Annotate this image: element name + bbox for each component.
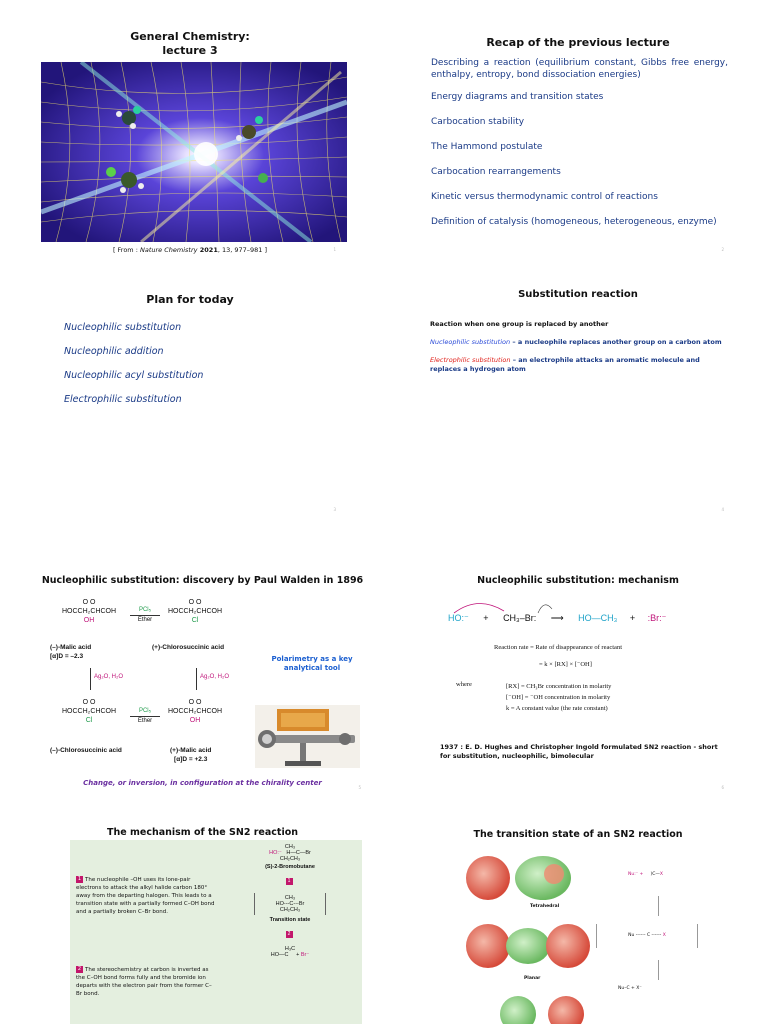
hughes-ingold-note: 1937 : E. D. Hughes and Christopher Ingold formulated SN2 reaction - short for substitution, nucleophilic, bimolecular	[440, 743, 718, 760]
sn2-mechanism-title: The mechanism of the SN2 reaction	[106, 827, 298, 838]
slide-mechanism: Nucleophilic substitution: mechanism HO:⁻ + CH₃–Br: ⟶ HO—CH₃ + :Br:⁻ Reaction rate = Rate of disappearance of reactant = k × [RX] × [⁻OH] where [RX] = CH₃Br concentration in molarity [⁻OH] = ⁻OH concentration in molarity k = A constant value (the rate constant) 1937 : E. D. Hughes and Christopher Ingold formulated SN2 reaction - short for substitution, nucleophilic, bimolecular 6	[418, 565, 738, 800]
label-tetrahedral: Tetrahedral	[530, 904, 560, 909]
page-number: 4	[721, 507, 724, 512]
ts-arrow-1	[658, 896, 659, 916]
ts-scheme-top: Nu:⁻ + ⟩C—X	[628, 872, 663, 877]
cover-image	[41, 62, 347, 242]
image-citation: [ From : Nature Chemistry 2021, 13, 977–981 ]	[112, 246, 268, 254]
slide-plan	[30, 282, 350, 522]
polarimetry-caption: Polarimetry as a key analytical tool	[271, 655, 353, 672]
plan-item: Nucleophilic addition	[64, 346, 164, 357]
reaction-arrow-bottom: PCl₅ Ether	[130, 707, 160, 726]
ts-scheme-middle: Nu ------ C ------ X	[596, 924, 698, 948]
slide-substitution	[418, 282, 738, 522]
mechanism-scheme: CH₃ HO:⁻ H—C—Br CH₂CH₃ (S)-2-Bromobutane 1 CH₃ HO---C---Br CH₂CH₃ Transition state 2 H₃C HO—C + Br⁻	[225, 844, 355, 958]
label-plus-malic: (+)-Malic acid [α]D = +2.3	[170, 747, 212, 763]
page-number: 5	[358, 785, 361, 790]
recap-list	[431, 57, 728, 228]
recap-item: Kinetic versus thermodynamic control of reactions	[431, 192, 658, 202]
mechanism-title: Nucleophilic substitution: mechanism	[477, 575, 679, 586]
rate-law: Reaction rate = Rate of disappearance of reactant = k × [RX] × [⁻OH]	[494, 644, 623, 668]
mechanism-panel	[70, 840, 362, 1024]
recap-item: Energy diagrams and transition states	[431, 92, 604, 102]
plan-title: Plan for today	[146, 293, 234, 306]
electrostatic-maps	[458, 850, 598, 1024]
recap-title: Recap of the previous lecture	[486, 36, 670, 49]
rate-definitions: [RX] = CH₃Br concentration in molarity [⁻OH] = ⁻OH concentration in molarity k = A constant value (the rate constant)	[506, 683, 612, 712]
electron-push-arrows	[448, 595, 568, 617]
ts-scheme-bottom: Nu–C + X⁻	[618, 986, 642, 991]
step-1: 1 The nucleophile –OH uses its lone-pair electrons to attack the alkyl halide carbon 180° away from the departing halogen. This leads to a transition state with a partially formed C–OH bond and a partially broken C–Br bond.	[76, 876, 215, 915]
step-2: 2 The stereochemistry at carbon is inverted as the C–OH bond forms fully and the bromide ion departs with the electron pair from the former C–Br bond.	[76, 966, 212, 997]
polarimeter-image	[255, 705, 360, 768]
substitution-body: Reaction when one group is replaced by another Nucleophilic substitution – a nucleophile replaces another group on a carbon atom Electrophilic substitution – an electrophile attacks an aromatic molecule and replaces a hydrogen atom	[430, 320, 728, 374]
plan-list	[64, 322, 203, 405]
slide-recap	[418, 22, 738, 262]
minus-malic-acid: O O HOCCH₂CHCOH OH	[62, 599, 117, 624]
label-minus-malic: (–)-Malic acid [α]D = –2.3	[50, 644, 92, 660]
plan-item: Nucleophilic substitution	[64, 322, 182, 333]
transition-state-title: The transition state of an SN2 reaction	[473, 829, 683, 840]
slide-sn2-mechanism	[30, 820, 375, 1024]
page-number: 2	[721, 247, 724, 252]
slide-transition-state	[418, 820, 738, 1024]
label-planar: Planar	[524, 976, 541, 981]
recap-item: Carbocation stability	[431, 117, 525, 127]
plus-malic-acid: O O HOCCH₂CHCOH OH	[168, 699, 223, 724]
page-number: 6	[721, 785, 724, 790]
page-number: 1	[333, 247, 336, 252]
electrophilic-definition: Electrophilic substitution – an electrophile attacks an aromatic molecule and replaces a hydrogen atom	[430, 356, 700, 373]
slide-lecture-title	[30, 22, 350, 262]
nucleophilic-definition: Nucleophilic substitution – a nucleophile replaces another group on a carbon atom	[430, 338, 722, 346]
minus-chlorosuccinic-acid: O O HOCCH₂CHCOH Cl	[62, 699, 117, 724]
walden-title: Nucleophilic substitution: discovery by Paul Walden in 1896	[41, 575, 364, 586]
label-plus-chloro: (+)-Chlorosuccinic acid	[152, 644, 225, 651]
substitution-title: Substitution reaction	[518, 289, 638, 300]
recap-item: Carbocation rearrangements	[431, 167, 561, 177]
arrow-up-left	[90, 668, 91, 690]
plan-item: Electrophilic substitution	[64, 394, 182, 405]
page-number: 3	[333, 507, 336, 512]
recap-item: Definition of catalysis (homogeneous, heterogeneous, enzyme)	[431, 217, 717, 227]
recap-item: The Hammond postulate	[431, 142, 543, 152]
recap-item: Describing a reaction (equilibrium constant, Gibbs free energy, enthalpy, entropy, bond dissociation energies)	[431, 58, 728, 80]
reaction-equation: HO:⁻ + CH₃–Br: ⟶ HO—CH₃ + :Br:⁻	[448, 613, 667, 623]
plus-chlorosuccinic-acid: O O HOCCH₂CHCOH Cl	[168, 599, 223, 624]
lecture-title: General Chemistry: lecture 3	[130, 30, 250, 57]
reaction-arrow-top: PCl₅ Ether	[130, 606, 160, 625]
ts-arrow-2	[658, 960, 659, 980]
slide-walden: Nucleophilic substitution: discovery by Paul Walden in 1896 O O HOCCH₂CHCOH OH PCl₅ Ether O O HOCCH₂CHCOH Cl (–)-Malic acid [α]D = –2.3 (+)-Chlorosuccinic acid Ag₂O, H₂O Ag₂O, H₂O O O HOCCH₂CHCOH Cl PCl₅ Ether O O HOCCH₂CHCOH OH (–)-Chlorosuccinic acid (+)-Malic acid [α]D = +2.3 Polarimetry as a key analytical tool Change, or inversion, in configuration at the chirality center 5	[30, 565, 375, 800]
inversion-note: Change, or inversion, in configuration at the chirality center	[83, 779, 322, 787]
label-minus-chloro: (–)-Chlorosuccinic acid	[50, 747, 122, 754]
plan-item: Nucleophilic acyl substitution	[64, 370, 204, 381]
arrow-down-right	[196, 668, 197, 690]
